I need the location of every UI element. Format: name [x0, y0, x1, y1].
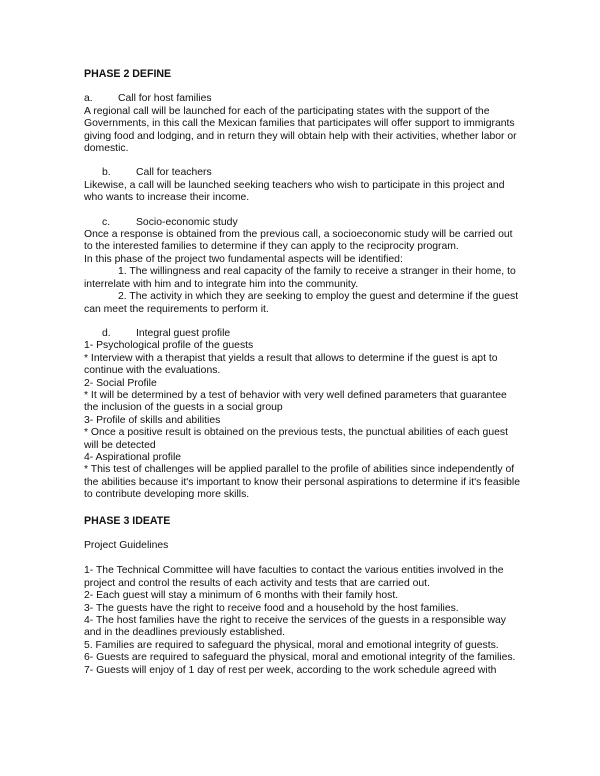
- section-d-heading: [84, 328, 524, 340]
- section-d-line-5: 3- Profile of skills and abilities: [84, 414, 221, 426]
- section-d-title: Integral guest profile: [136, 327, 231, 339]
- section-d-line-1: 1- Psychological profile of the guests: [84, 340, 254, 352]
- guideline-4: 4- The host families have the right to receive the services of the guests in a responsible way and in the deadlines previously established.: [84, 615, 507, 639]
- guideline-2: 2- Each guest will stay a minimum of 6 months with their family host.: [84, 590, 399, 602]
- section-d-line-7: 4- Aspirational profile: [84, 451, 182, 463]
- section-d-line-4: * It will be determined by a test of behavior with very well defined parameters that guarantee the inclusion of the guests in a social group: [84, 389, 507, 414]
- section-a-title: Call for host families: [118, 93, 212, 105]
- section-c-item-2: 2. The activity in which they are seeking to employ the guest and determine if the guest can meet the requirements to perform it.: [84, 291, 519, 315]
- section-d-letter: d.: [102, 327, 111, 339]
- section-b-title: Call for teachers: [136, 167, 212, 179]
- section-b-letter: b.: [102, 167, 111, 179]
- section-d-line-8: * This test of challenges will be applied parallel to the profile of abilities since independently of the abilities because it's important to know their personal aspirations to determine if it's feasible to contribute developing more skills.: [84, 464, 520, 501]
- guideline-7: 7- Guests will enjoy of 1 day of rest per week, according to the work schedule agreed with: [84, 664, 497, 676]
- section-c-item-1: 1. The willingness and real capacity of the family to receive a stranger in their home, to interrelate with him and to integrate him into the community.: [84, 266, 516, 290]
- section-c-letter: c.: [102, 216, 111, 228]
- phase3-heading: PHASE 3 IDEATE: [84, 514, 171, 527]
- guideline-1: 1- The Technical Committee will have faculties to contact the various entities involved in the project and control the results of each activity and tests that are carried out.: [84, 565, 504, 589]
- section-d-line-6: * Once a positive result is obtained on the previous tests, the punctual abilities of each guest will be detected: [84, 427, 508, 451]
- guideline-6: 6- Guests are required to safeguard the physical, moral and emotional integrity of the families.: [84, 652, 516, 664]
- section-b-heading: [84, 167, 524, 179]
- phase2-heading: PHASE 2 DEFINE: [84, 68, 172, 80]
- section-d-line-3: 2- Social Profile: [84, 377, 157, 389]
- section-d-line-2: * Interview with a therapist that yields a result that allows to determine if the guest is apt to continue with the evaluations.: [84, 352, 498, 377]
- guideline-5: 5. Families are required to safeguard the physical, moral and emotional integrity of guests.: [84, 639, 499, 651]
- section-c-body-2: In this phase of the project two fundamental aspects will be identified:: [84, 253, 403, 265]
- section-c-body-1: Once a response is obtained from the previous call, a socioeconomic study will be carried out to the interested families to determine if they can apply to the reciprocity program.: [84, 229, 513, 253]
- section-a-body: A regional call will be launched for each of the participating states with the support of the Governments, in this call the Mexican families that participates will offer support to immigrants giving food and lodging, and in return they will obtain help with their activities, whether labor or domestic.: [84, 105, 517, 155]
- section-a-heading: [84, 93, 524, 105]
- guidelines-title: Project Guidelines: [84, 540, 169, 551]
- section-c-title: Socio-economic study: [136, 216, 238, 228]
- section-b-body: Likewise, a call will be launched seeking teachers who wish to participate in this project and who wants to increase their income.: [84, 179, 505, 204]
- section-a-letter: a.: [84, 93, 93, 105]
- guideline-3: 3- The guests have the right to receive food and a household by the host families.: [84, 602, 459, 614]
- section-c-heading: [84, 217, 524, 229]
- document-page: [84, 68, 524, 677]
